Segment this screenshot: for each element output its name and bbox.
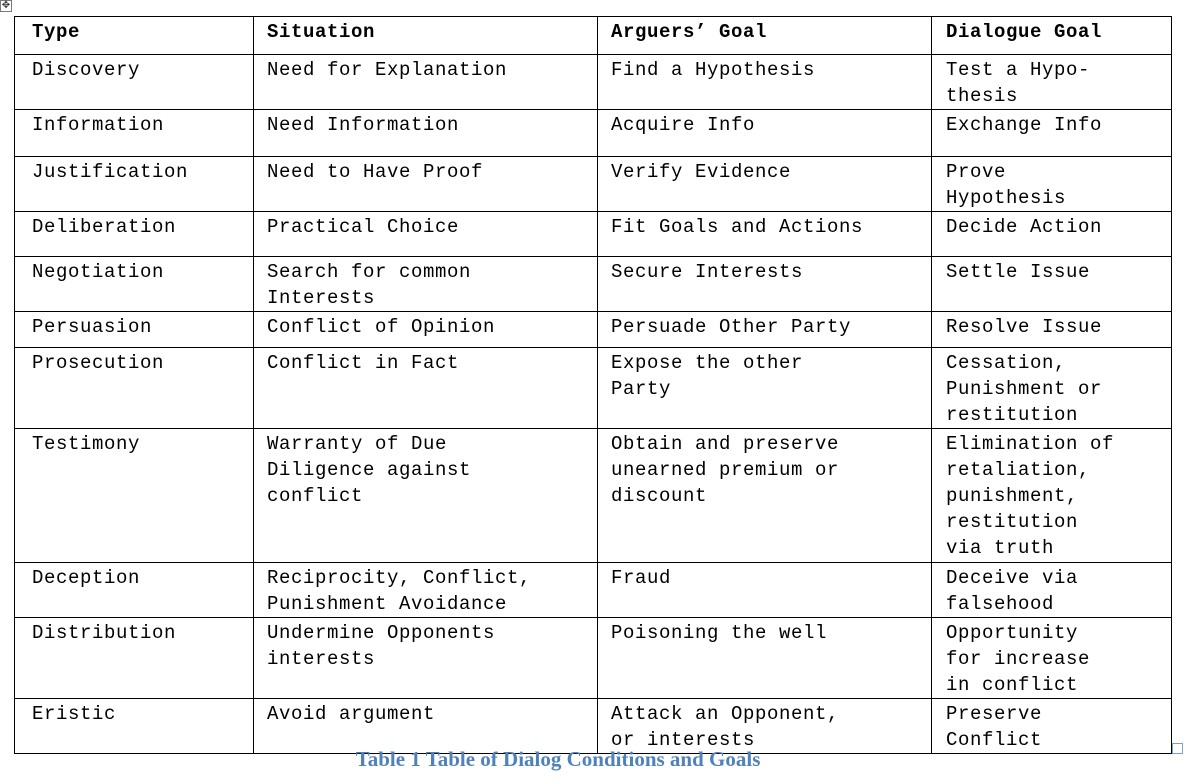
cell-situation: Need for Explanation — [254, 55, 598, 110]
cell-type: Deception — [15, 563, 254, 618]
cell-dialogue-goal: Decide Action — [932, 212, 1172, 257]
cell-arguers-goal: Fit Goals and Actions — [598, 212, 932, 257]
cell-dialogue-goal: Preserve Conflict — [932, 699, 1172, 754]
cell-dialogue-goal: Prove Hypothesis — [932, 157, 1172, 212]
cell-arguers-goal: Poisoning the well — [598, 618, 932, 699]
cell-situation: Warranty of Due Diligence against conflict — [254, 429, 598, 563]
table-row — [15, 110, 1172, 157]
dialog-conditions-table — [14, 16, 1172, 754]
table-row — [15, 55, 1172, 110]
cell-type: Testimony — [15, 429, 254, 563]
cell-dialogue-goal: Deceive via falsehood — [932, 563, 1172, 618]
cell-dialogue-goal: Opportunity for increase in conflict — [932, 618, 1172, 699]
table-header-row — [15, 17, 1172, 55]
cell-dialogue-goal: Elimination of retaliation, punishment, restitution via truth — [932, 429, 1172, 563]
cell-type: Negotiation — [15, 257, 254, 312]
cell-type: Persuasion — [15, 312, 254, 348]
cell-arguers-goal: Acquire Info — [598, 110, 932, 157]
cell-type: Justification — [15, 157, 254, 212]
table-move-handle-icon[interactable]: ✥ — [1, 0, 11, 11]
cell-type: Distribution — [15, 618, 254, 699]
cell-arguers-goal: Find a Hypothesis — [598, 55, 932, 110]
cell-dialogue-goal: Cessation, Punishment or restitution — [932, 348, 1172, 429]
cell-situation: Practical Choice — [254, 212, 598, 257]
cell-dialogue-goal: Exchange Info — [932, 110, 1172, 157]
table-row — [15, 212, 1172, 257]
cell-dialogue-goal: Settle Issue — [932, 257, 1172, 312]
cell-type: Discovery — [15, 55, 254, 110]
cell-arguers-goal: Secure Interests — [598, 257, 932, 312]
header-dialogue-goal: Dialogue Goal — [932, 17, 1172, 55]
cell-situation: Conflict in Fact — [254, 348, 598, 429]
cell-situation: Conflict of Opinion — [254, 312, 598, 348]
cell-type: Information — [15, 110, 254, 157]
table-row — [15, 618, 1172, 699]
header-situation: Situation — [254, 17, 598, 55]
table-row — [15, 257, 1172, 312]
cell-situation: Search for common Interests — [254, 257, 598, 312]
table-row — [15, 699, 1172, 754]
cell-arguers-goal: Persuade Other Party — [598, 312, 932, 348]
cell-situation: Reciprocity, Conflict, Punishment Avoidance — [254, 563, 598, 618]
table-row — [15, 563, 1172, 618]
cell-type: Prosecution — [15, 348, 254, 429]
table-caption: Table 1 Table of Dialog Conditions and Goals — [355, 747, 761, 771]
cell-dialogue-goal: Resolve Issue — [932, 312, 1172, 348]
table-row — [15, 312, 1172, 348]
cell-arguers-goal: Verify Evidence — [598, 157, 932, 212]
cell-situation: Undermine Opponents interests — [254, 618, 598, 699]
cell-arguers-goal: Obtain and preserve unearned premium or discount — [598, 429, 932, 563]
cell-arguers-goal: Expose the other Party — [598, 348, 932, 429]
table-row — [15, 157, 1172, 212]
cell-situation: Avoid argument — [254, 699, 598, 754]
table-row — [15, 348, 1172, 429]
cell-arguers-goal: Fraud — [598, 563, 932, 618]
cell-situation: Need to Have Proof — [254, 157, 598, 212]
header-type: Type — [15, 17, 254, 55]
cell-arguers-goal: Attack an Opponent, or interests — [598, 699, 932, 754]
cell-type: Deliberation — [15, 212, 254, 257]
table-resize-handle[interactable] — [1172, 743, 1183, 754]
cell-dialogue-goal: Test a Hypo- thesis — [932, 55, 1172, 110]
cell-type: Eristic — [15, 699, 254, 754]
header-arguers-goal: Arguers’ Goal — [598, 17, 932, 55]
table-row — [15, 429, 1172, 563]
cell-situation: Need Information — [254, 110, 598, 157]
